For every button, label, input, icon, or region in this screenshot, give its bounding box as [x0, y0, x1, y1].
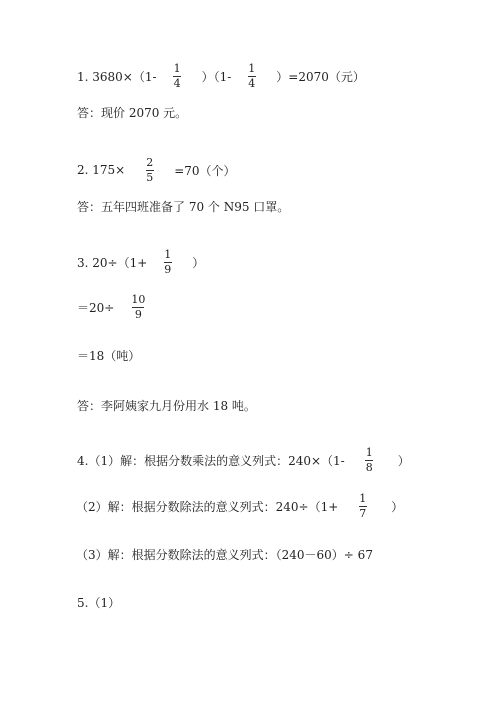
q2-fraction: [145, 157, 154, 184]
q3-step1-fraction-numerator: 1: [164, 247, 172, 261]
q4-part1: [77, 445, 410, 475]
q1-answer: [77, 97, 187, 127]
q3-step2-part-a: ＝20÷: [77, 300, 115, 315]
q1-expr-part-b: ）（1-: [201, 69, 232, 84]
q1-fraction-2-denominator: 4: [248, 76, 256, 90]
q5-heading: [77, 587, 120, 617]
q4-part3-text: （3）解：根据分数除法的意义列式：（240－60）÷ 67: [76, 547, 373, 562]
q1-fraction-1: [173, 63, 182, 90]
q4-part3: [76, 539, 373, 569]
q3-step3-text: ＝18（吨）: [77, 348, 141, 363]
q3-step1: [77, 247, 204, 277]
q3-step3: [77, 340, 140, 370]
q2-expr-part-b: =70（个）: [174, 163, 236, 178]
q4-part1-text-a: 4.（1）解：根据分数乘法的意义列式：240×（1-: [77, 453, 345, 468]
q1-fraction-1-numerator: 1: [173, 61, 181, 75]
q1-fraction-2: [247, 63, 256, 90]
q2-expr-part-a: 2. 175×: [77, 163, 126, 177]
q4-part2-fraction-denominator: 7: [359, 506, 367, 520]
q4-part2: [76, 491, 403, 521]
q4-part2-fraction-numerator: 1: [359, 491, 367, 505]
q4-part1-fraction: [365, 447, 374, 474]
q4-part2-text-b: ）: [391, 499, 404, 514]
q4-part2-text-a: （2）解：根据分数除法的意义列式：240÷（1+: [76, 499, 339, 514]
q3-step1-fraction-denominator: 9: [164, 262, 172, 276]
q2-expression: [77, 155, 236, 185]
q1-fraction-1-denominator: 4: [173, 76, 181, 90]
q3-step2-fraction: [130, 294, 146, 321]
q2-answer-text: 答：五年四班准备了 70 个 N95 口罩。: [77, 199, 290, 214]
q3-step2: [77, 292, 148, 322]
q3-answer-text: 答：李阿姨家九月份用水 18 吨。: [77, 398, 256, 413]
q1-expr-part-c: ）=2070（元）: [276, 69, 365, 84]
q2-fraction-denominator: 5: [146, 170, 154, 184]
q5-label: 5.（1）: [77, 595, 121, 610]
q4-part1-fraction-numerator: 1: [365, 445, 373, 459]
q3-step1-part-a: 3. 20÷（1+: [77, 255, 148, 270]
q2-fraction-numerator: 2: [146, 155, 154, 169]
q3-step1-fraction: [163, 249, 172, 276]
q2-answer: [77, 191, 289, 221]
q1-expr-part-a: 1. 3680×（1-: [77, 69, 157, 84]
q1-answer-text: 答：现价 2070 元。: [77, 105, 188, 120]
q1-fraction-2-numerator: 1: [248, 61, 256, 75]
q4-part2-fraction: [358, 493, 367, 520]
q4-part1-text-b: ）: [397, 453, 410, 468]
q3-step2-fraction-numerator: 10: [131, 292, 146, 306]
q3-answer: [77, 390, 256, 420]
q3-step2-fraction-denominator: 9: [134, 307, 142, 321]
q1-expression: [77, 61, 365, 91]
q3-step1-part-b: ）: [192, 255, 205, 270]
q4-part1-fraction-denominator: 8: [365, 460, 373, 474]
